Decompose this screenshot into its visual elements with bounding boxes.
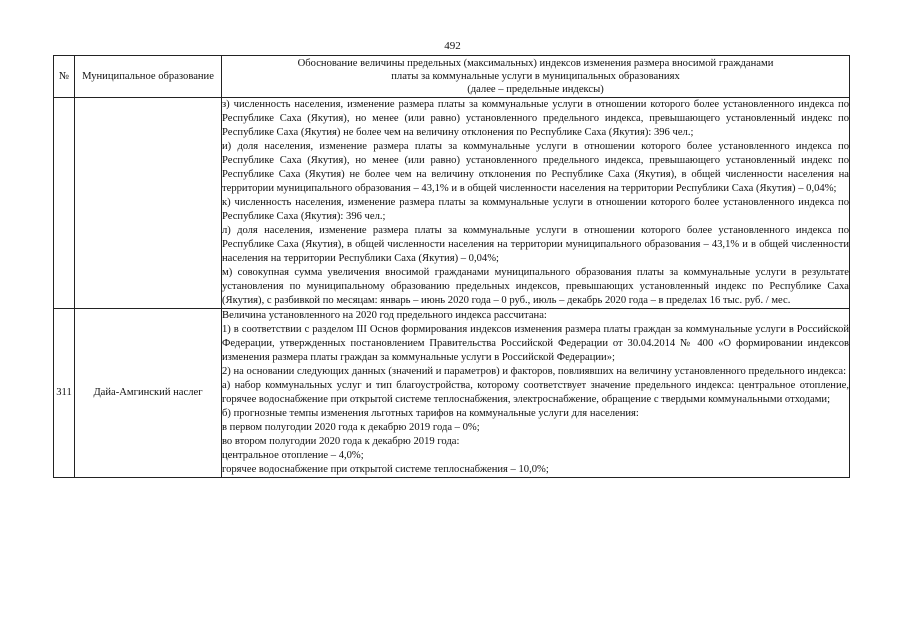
header-justification-line2: платы за коммунальные услуги в муниципальных образованиях [391,71,680,82]
paragraph-2: 2) на основании следующих данных (значений и параметров) и факторов, повлиявших на величину установленного предельного индекса: [222,366,847,377]
row-number-cell [54,98,75,309]
header-justification-line1: Обоснование величины предельных (максимальных) индексов изменения размера вносимой гражданами [297,58,774,69]
paragraph-first-half: в первом полугодии 2020 года к декабрю 2019 года – 0%; [222,422,480,433]
row-municipality-cell [75,98,222,309]
row-justification-cell [222,309,850,478]
paragraph-i: и) доля населения, изменение размера платы за коммунальные услуги в отношении которого более установленного индекса по Республике Саха (Якутия), но менее (или равно) установленного предельного индекса, превышающего установленный индекс по Республике Саха (Якутия) не более чем на величину отклонения по Республике Саха (Якутия), в общей численности населения на территории муниципального образования – 43,1% и в общей численности населения на территории Республики Саха (Якутия) – 0,04%; [222,141,849,194]
indices-justification-table [53,55,850,478]
paragraph-intro: Величина установленного на 2020 год предельного индекса рассчитана: [222,310,547,321]
paragraph-1: 1) в соответствии с разделом III Основ формирования индексов изменения размера платы граждан за коммунальные услуги в Российской Федерации, утвержденных постановлением Правительства Российской Федерации от 30.04.2014 № 400 «О формировании индексов изменения размера платы граждан за коммунальные услуги в Российской Федерации»; [222,324,849,363]
header-justification [222,56,850,98]
paragraph-heating: центральное отопление – 4,0%; [222,450,364,461]
header-justification-line3: (далее – предельные индексы) [467,84,604,95]
header-number: № [54,56,75,98]
table-row-continuation [54,98,850,309]
paragraph-l: л) доля населения, изменение размера платы за коммунальные услуги в отношении которого более установленного индекса по Республике Саха (Якутия), в общей численности населения на территории муниципального образования – 43,1% и в общей численности населения на территории Республики Саха (Якутия) – 0,04%; [222,225,849,264]
paragraph-k: к) численность населения, изменение размера платы за коммунальные услуги в отношении которого более установленного индекса по Республике Саха (Якутия): 396 чел.; [222,197,849,222]
header-municipality [75,56,222,98]
paragraph-hot-water: горячее водоснабжение при открытой системе теплоснабжения – 10,0%; [222,464,549,475]
row-municipality-cell: Дайа-Амгинский наслег [75,309,222,478]
table-header-row [54,56,850,98]
paragraph-second-half: во втором полугодии 2020 года к декабрю 2019 года: [222,436,460,447]
row-number-cell: 311 [54,309,75,478]
paragraph-m: м) совокупная сумма увеличения вносимой гражданами муниципального образования платы за коммунальные услуги в результате установления по муниципальному образованию предельных индексов, превышающих установленный индекс по Республике Саха (Якутия), с разбивкой по месяцам: январь – июнь 2020 года – 0 руб., июль – декабрь 2020 года – в пределах 16 тыс. руб. / мес. [222,267,849,306]
paragraph-z: з) численность населения, изменение размера платы за коммунальные услуги в отношении которого более установленного индекса по Республике Саха (Якутия), но менее (или равно) установленного предельного индекса, превышающего установленный индекс по Республике Саха (Якутия) не более чем на величину отклонения по Республике Саха (Якутия): 396 чел.; [222,99,849,138]
row-justification-cell [222,98,850,309]
paragraph-b: б) прогнозные темпы изменения льготных тарифов на коммунальные услуги для населения: [222,408,639,419]
table-row-entry [54,309,850,478]
page-number: 492 [444,40,461,52]
paragraph-a: а) набор коммунальных услуг и тип благоустройства, которому соответствует значение предельного индекса: центральное отопление, горячее водоснабжение при открытой системе теплоснабжения, электроснабжение, обращение с твердыми коммунальными отходами; [222,380,849,405]
header-municipality-label: Муниципальное образование [82,71,214,82]
